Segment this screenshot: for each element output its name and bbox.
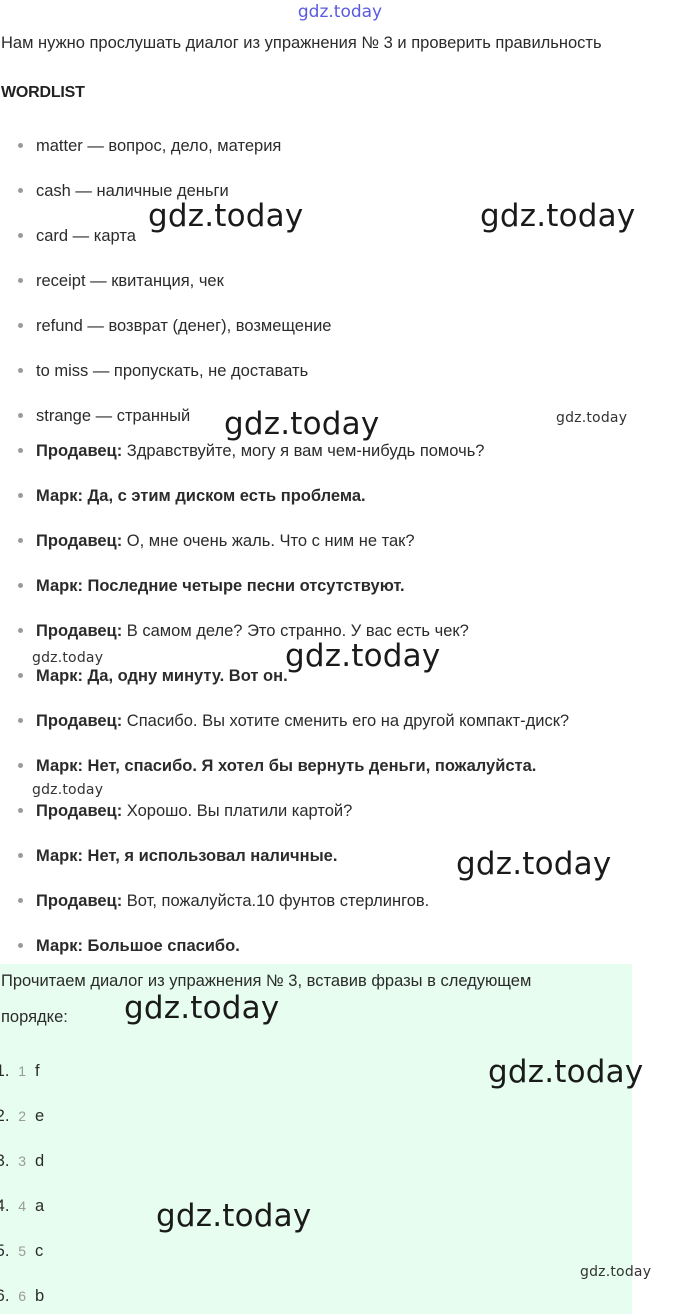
bullet-icon [18,188,23,193]
dialog-text: Вот, пожалуйста.10 фунтов стерлингов. [122,892,430,910]
bullet-icon [18,143,23,148]
bullet-icon [18,628,23,633]
answer-item: 4. 4 a [14,1197,44,1216]
bullet-icon [18,943,23,948]
answer-instruction-line2: порядке: [1,1008,68,1026]
dialog-text: В самом деле? Это странно. У вас есть чек? [122,622,469,640]
watermark: gdz.today [556,410,628,426]
bullet-icon [18,233,23,238]
watermark: gdz.today [224,406,380,442]
answer-item: 5. 5 c [14,1242,43,1261]
speaker-name: Марк: [36,757,83,775]
bullet-icon [18,583,23,588]
speaker-name: Продавец: [36,712,123,730]
intro-text: Нам нужно прослушать диалог из упражнения № 3 и проверить правильность [1,34,602,52]
watermark: gdz.today [580,1264,652,1280]
answer-item: 6. 6 b [14,1287,44,1306]
dialog-line [18,757,536,776]
bullet-icon [18,368,23,373]
dialog-text: Да, с этим диском есть проблема. [82,487,366,505]
wordlist-item: matter — вопрос, дело, материя [18,137,281,156]
dialog-text: Хорошо. Вы платили картой? [122,802,353,820]
watermark: gdz.today [480,198,636,234]
dialog-line [18,892,429,911]
bullet-icon [18,763,23,768]
dialog-line [18,487,366,506]
dialog-line [18,802,352,821]
bullet-icon [18,898,23,903]
bullet-icon [18,718,23,723]
dialog-text: Да, одну минуту. Вот он. [82,667,288,685]
watermark: gdz.today [285,638,441,674]
bullet-icon [18,323,23,328]
dialog-text: Здравствуйте, могу я вам чем-нибудь помочь? [122,442,485,460]
watermark: gdz.today [156,1198,312,1234]
watermark: gdz.today [32,650,104,666]
watermark: gdz.today [124,990,280,1026]
speaker-name: Продавец: [36,802,123,820]
wordlist-item: strange — странный [18,407,190,426]
dialog-text: О, мне очень жаль. Что с ним не так? [122,532,415,550]
site-header-logo[interactable]: gdz.today [297,2,383,22]
watermark: gdz.today [32,782,104,798]
bullet-icon [18,673,23,678]
dialog-line [18,712,569,731]
dialog-text: Нет, спасибо. Я хотел бы вернуть деньги, пожалуйста. [82,757,537,775]
wordlist-item: receipt — квитанция, чек [18,272,224,291]
bullet-icon [18,413,23,418]
dialog-text: Большое спасибо. [82,937,240,955]
wordlist-item: to miss — пропускать, не доставать [18,362,308,381]
dialog-text: Последние четыре песни отсутствуют. [82,577,405,595]
wordlist-item: card — карта [18,227,136,246]
wordlist-heading: WORDLIST [1,84,85,101]
speaker-name: Продавец: [36,532,123,550]
answer-item: 2. 2 e [14,1107,44,1126]
wordlist-item: refund — возврат (денег), возмещение [18,317,332,336]
dialog-text: Нет, я использовал наличные. [82,847,338,865]
answer-item: 3. 3 d [14,1152,44,1171]
watermark: gdz.today [488,1054,644,1090]
watermark: gdz.today [456,846,612,882]
dialog-text: Спасибо. Вы хотите сменить его на другой компакт-диск? [122,712,570,730]
speaker-name: Продавец: [36,892,123,910]
speaker-name: Продавец: [36,622,123,640]
wordlist-item: cash — наличные деньги [18,182,229,201]
dialog-line [18,847,337,866]
dialog-line [18,442,484,461]
answer-instruction-line1: Прочитаем диалог из упражнения № 3, вставив фразы в следующем [1,972,532,990]
bullet-icon [18,448,23,453]
speaker-name: Марк: [36,577,83,595]
dialog-line [18,577,405,596]
speaker-name: Марк: [36,487,83,505]
speaker-name: Марк: [36,847,83,865]
bullet-icon [18,853,23,858]
bullet-icon [18,493,23,498]
dialog-line [18,937,240,956]
bullet-icon [18,278,23,283]
watermark: gdz.today [148,198,304,234]
bullet-icon [18,808,23,813]
dialog-line [18,532,415,551]
speaker-name: Марк: [36,667,83,685]
bullet-icon [18,538,23,543]
answer-item: 1. 1 f [14,1062,40,1081]
answer-panel [0,964,632,1314]
speaker-name: Продавец: [36,442,123,460]
dialog-line [18,667,288,686]
speaker-name: Марк: [36,937,83,955]
